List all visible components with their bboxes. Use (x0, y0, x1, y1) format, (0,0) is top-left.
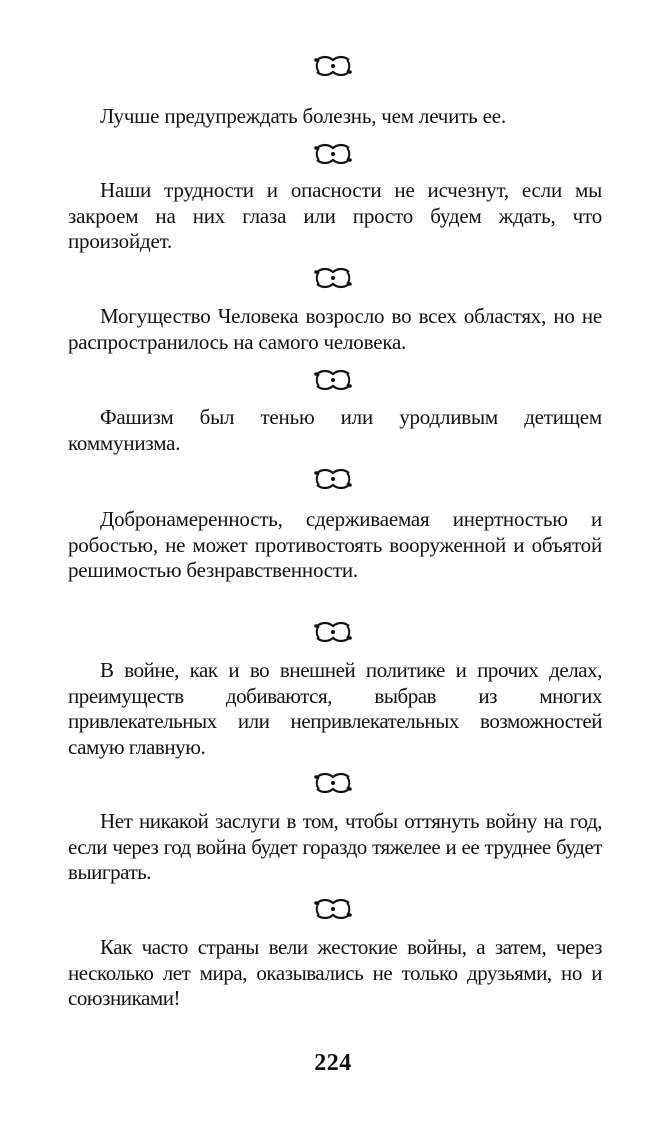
page-number: 224 (314, 1050, 352, 1076)
fleuron-ornament (0, 619, 666, 645)
quote-text: Наши трудности и опасности не исчезнут, если мы закроем на них глаза или просто будем ждать, что произойдет. (68, 178, 602, 253)
fleuron-ornament (0, 141, 666, 167)
fleuron-icon (313, 771, 353, 795)
fleuron-ornament (0, 367, 666, 393)
quote-text: Нет никакой заслуги в том, чтобы оттянуть войну на год, если через год война будет гораздо тяжелее и ее труднее будет выиграть. (68, 809, 602, 884)
quote-text: Как часто страны вели жестокие войны, а затем, через несколько лет мира, оказывались не только друзьями, но и союзниками! (68, 935, 602, 1010)
quote-text: Лучше предупреждать болезнь, чем лечить ее. (100, 104, 506, 128)
fleuron-ornament (0, 896, 666, 922)
fleuron-ornament (0, 770, 666, 796)
fleuron-icon (313, 620, 353, 644)
fleuron-icon (313, 142, 353, 166)
fleuron-icon (313, 266, 353, 290)
fleuron-ornament (0, 53, 666, 79)
fleuron-icon (313, 368, 353, 392)
fleuron-icon (313, 54, 353, 78)
fleuron-ornament (0, 466, 666, 492)
fleuron-icon (313, 467, 353, 491)
fleuron-ornament (0, 265, 666, 291)
fleuron-icon (313, 897, 353, 921)
quote-text: Могущество Человека возросло во всех областях, но не распространилось на самого человека. (68, 304, 602, 354)
quote-text: Фашизм был тенью или уродливым детищем коммунизма. (68, 405, 602, 455)
quote-text: В войне, как и во внешней политике и прочих делах, преимуществ добиваются, выбрав из многих привлекательных или непривлекательных возможностей самую главную. (68, 658, 602, 759)
quote-text: Добронамеренность, сдерживаемая инертностью и робостью, не может противостоять вооруженной и объятой решимостью безнравственности. (68, 507, 602, 582)
